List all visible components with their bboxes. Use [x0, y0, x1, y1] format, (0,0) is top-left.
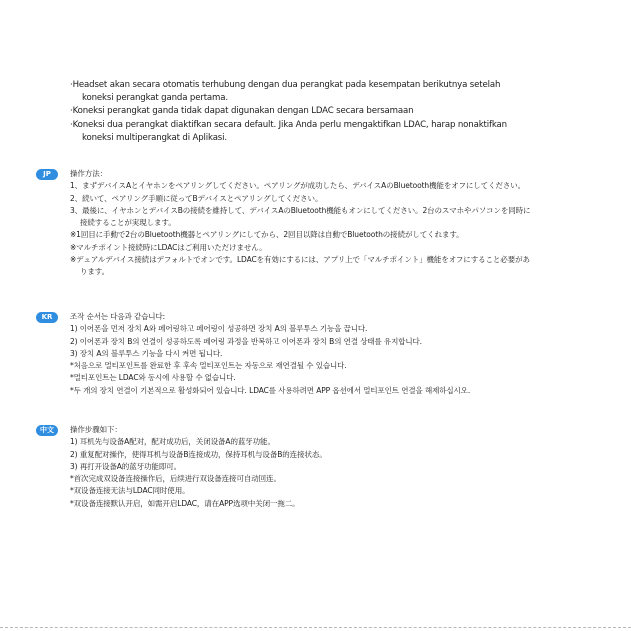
indonesian-line: ·Koneksi perangkat ganda tidak dapat digunakan dengan LDAC secara bersamaan — [70, 106, 414, 117]
chinese-line: *双设备连接默认开启，如需开启LDAC，请在APP选项中关闭一拖二。 — [70, 498, 300, 508]
korean-line: 3) 장치 A의 블루투스 기능을 다시 켜면 됩니다. — [70, 348, 223, 358]
korean-line: *처음으로 멀티포인트를 완료한 후 후속 멀티포인트는 자동으로 재연결될 수 있습니다. — [70, 361, 347, 371]
korean-line: 1) 이어폰을 먼저 장치 A와 페어링하고 페어링이 성공하면 장치 A의 블루투스 기능을 끕니다. — [70, 324, 368, 334]
japanese-instructions — [70, 168, 618, 279]
chinese-line: *双设备连接无法与LDAC同时使用。 — [70, 486, 190, 496]
indonesian-line: ·Headset akan secara otomatis terhubung dengan dua perangkat pada kesempatan berikutnya setelah — [70, 80, 501, 90]
korean-line: 2) 이어폰과 장치 B의 연결이 성공하도록 페어링 과정을 반복하고 이어폰과 장치 B의 연결 상태를 유지합니다. — [70, 336, 422, 346]
japanese-line: ※デュアルデバイス接続はデフォルトでオンです。LDACを有効にするには、アプリ上で「マルチポイント」機能をオフにすること必要があ — [70, 255, 530, 265]
japanese-line: 接続することが実現します。 — [80, 218, 176, 228]
language-badge-jp: JP — [36, 169, 58, 180]
indonesian-line: koneksi multiperangkat di Aplikasi. — [82, 132, 227, 143]
japanese-line: ※1回目に手動で2台のBluetooth機器とペアリングにしてから、2回目以降は自動でBluetoothの接続がしてくれます。 — [70, 230, 464, 240]
japanese-heading: 操作方法： — [70, 169, 107, 178]
indonesian-line: koneksi perangkat ganda pertama. — [82, 93, 228, 104]
language-badge-cn: 中文 — [36, 425, 58, 436]
language-badge-kr: KR — [36, 312, 58, 323]
chinese-line: 3) 再打开设备A的蓝牙功能即可。 — [70, 461, 182, 471]
chinese-line: 2) 重复配对操作，使得耳机与设备B连接成功，保持耳机与设备B的连接状态。 — [70, 449, 327, 459]
chinese-instructions — [70, 424, 618, 510]
japanese-line: ※マルチポイント接続時にLDACはご利用いただけません。 — [70, 242, 267, 252]
korean-heading: 조작 순서는 다음과 같습니다: — [70, 312, 166, 321]
korean-line: *멀티포인트는 LDAC와 동시에 사용할 수 없습니다. — [70, 373, 236, 383]
japanese-line: ります。 — [80, 267, 109, 277]
indonesian-line: ·Koneksi dua perangkat diaktifkan secara default. Jika Anda perlu mengaktifkan LDAC, harap nonaktifkan — [70, 119, 507, 130]
japanese-line: 3、最後に、イヤホンとデバイスBの接続を維持して、デバイスAのBluetooth機能もオンにしてください。2台のスマホやパソコンを同時に — [70, 205, 531, 215]
japanese-line: 2、続いて、ペアリング手順に従ってBデバイスとペアリングしてください。 — [70, 193, 323, 203]
indonesian-notes — [70, 79, 610, 145]
korean-instructions — [70, 311, 618, 397]
chinese-heading: 操作步骤如下： — [70, 425, 122, 434]
japanese-line: 1、まずデバイスAとイヤホンをペアリングしてください。ペアリングが成功したら、デバイスAのBluetooth機能をオフにしてください。 — [70, 181, 526, 191]
chinese-line: 1) 耳机先与设备A配对，配对成功后，关闭设备A的蓝牙功能。 — [70, 437, 275, 447]
page-bottom-divider — [0, 627, 631, 628]
chinese-line: *首次完成双设备连接操作后，后续进行双设备连接可自动回连。 — [70, 474, 281, 484]
korean-line: *두 개의 장치 연결이 기본적으로 활성화되어 있습니다. LDAC를 사용하려면 APP 옵션에서 멀티포인트 연결을 해제하십시오. — [70, 385, 471, 395]
